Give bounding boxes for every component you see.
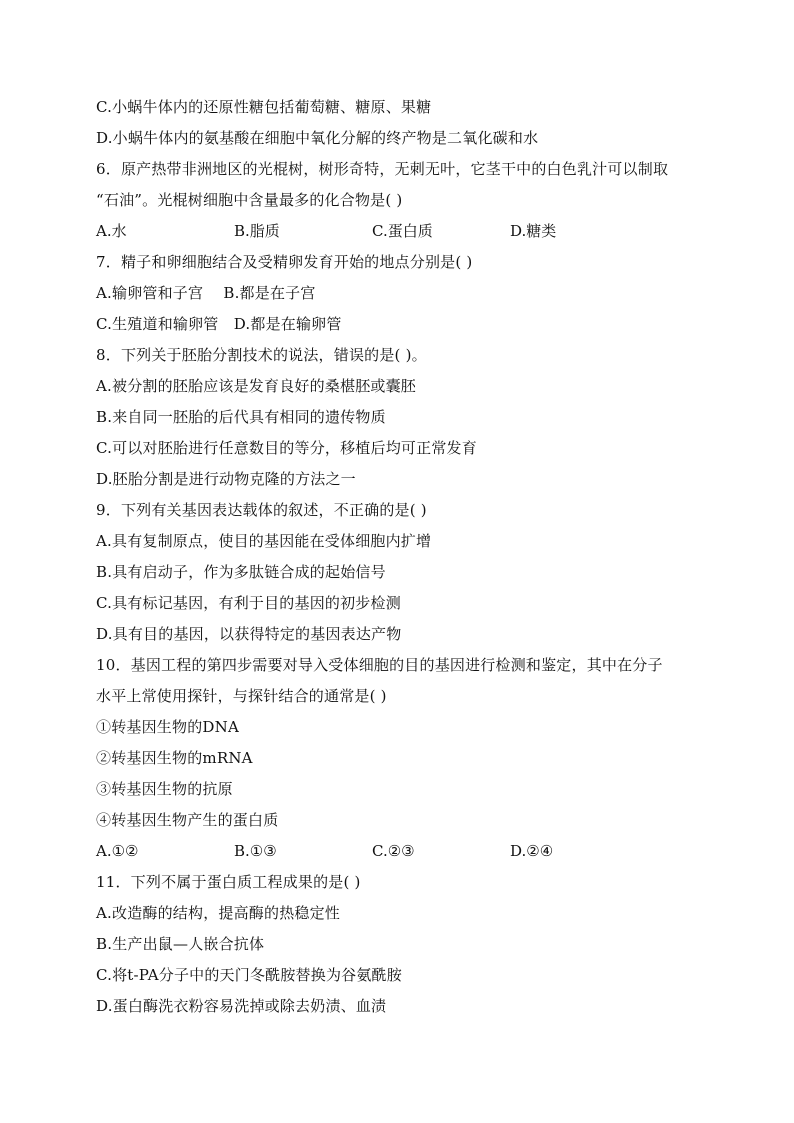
q10-item-2: ②转基因生物的mRNA bbox=[96, 749, 253, 767]
q7-options-line1: A.输卵管和子宫 B.都是在子宫 bbox=[96, 284, 316, 302]
q6-option-d: D.糖类 bbox=[510, 222, 557, 240]
q8-option-d: D.胚胎分割是进行动物克隆的方法之一 bbox=[96, 470, 356, 488]
q10-options bbox=[96, 836, 706, 867]
q6-option-c: C.蛋白质 bbox=[372, 222, 433, 240]
q6-stem-line2: “石油”。光棍树细胞中含量最多的化合物是( ) bbox=[96, 191, 403, 209]
q10-option-b: B.①③ bbox=[234, 842, 277, 860]
q10-item-4: ④转基因生物产生的蛋白质 bbox=[96, 811, 279, 829]
q10-option-d: D.②④ bbox=[510, 842, 554, 860]
q8-option-b: B.来自同一胚胎的后代具有相同的遗传物质 bbox=[96, 408, 386, 426]
q11-option-a: A.改造酶的结构，提高酶的热稳定性 bbox=[96, 904, 341, 922]
q10-option-a: A.①② bbox=[96, 842, 139, 860]
q11-option-d: D.蛋白酶洗衣粉容易洗掉或除去奶渍、血渍 bbox=[96, 997, 387, 1015]
q5-option-d: D.小蜗牛体内的氨基酸在细胞中氧化分解的终产物是二氧化碳和水 bbox=[96, 129, 539, 147]
q10-stem-line1: 10．基因工程的第四步需要对导入受体细胞的目的基因进行检测和鉴定，其中在分子 bbox=[96, 656, 663, 674]
q6-stem-line1: 6．原产热带非洲地区的光棍树，树形奇特，无刺无叶，它茎干中的白色乳汁可以制取 bbox=[96, 160, 669, 178]
q8-option-a: A.被分割的胚胎应该是发育良好的桑椹胚或囊胚 bbox=[96, 377, 417, 395]
q7-stem: 7．精子和卵细胞结合及受精卵发育开始的地点分别是( ) bbox=[96, 253, 473, 271]
q10-stem-line2: 水平上常使用探针，与探针结合的通常是( ) bbox=[96, 687, 387, 705]
q9-option-a: A.具有复制原点，使目的基因能在受体细胞内扩增 bbox=[96, 532, 432, 550]
q8-option-c: C.可以对胚胎进行任意数目的等分，移植后均可正常发育 bbox=[96, 439, 477, 457]
q6-option-a: A.水 bbox=[96, 222, 127, 240]
q9-option-c: C.具有标记基因，有利于目的基因的初步检测 bbox=[96, 594, 401, 612]
q8-stem: 8．下列关于胚胎分割技术的说法，错误的是( )。 bbox=[96, 346, 427, 364]
question-list bbox=[96, 92, 706, 1022]
q9-option-d: D.具有目的基因，以获得特定的基因表达产物 bbox=[96, 625, 402, 643]
q7-options-line2: C.生殖道和输卵管 D.都是在输卵管 bbox=[96, 315, 342, 333]
q9-option-b: B.具有启动子，作为多肽链合成的起始信号 bbox=[96, 563, 386, 581]
q11-option-b: B.生产出鼠—人嵌合抗体 bbox=[96, 935, 265, 953]
q6-options bbox=[96, 216, 706, 247]
q11-stem: 11．下列不属于蛋白质工程成果的是( ) bbox=[96, 873, 361, 891]
q6-option-b: B.脂质 bbox=[234, 222, 280, 240]
q9-stem: 9．下列有关基因表达载体的叙述，不正确的是( ) bbox=[96, 501, 427, 519]
q10-option-c: C.②③ bbox=[372, 842, 415, 860]
q11-option-c: C.将t-PA分子中的天门冬酰胺替换为谷氨酰胺 bbox=[96, 966, 402, 984]
q5-option-c: C.小蜗牛体内的还原性糖包括葡萄糖、糖原、果糖 bbox=[96, 98, 432, 116]
q10-item-1: ①转基因生物的DNA bbox=[96, 718, 239, 736]
q10-item-3: ③转基因生物的抗原 bbox=[96, 780, 233, 798]
